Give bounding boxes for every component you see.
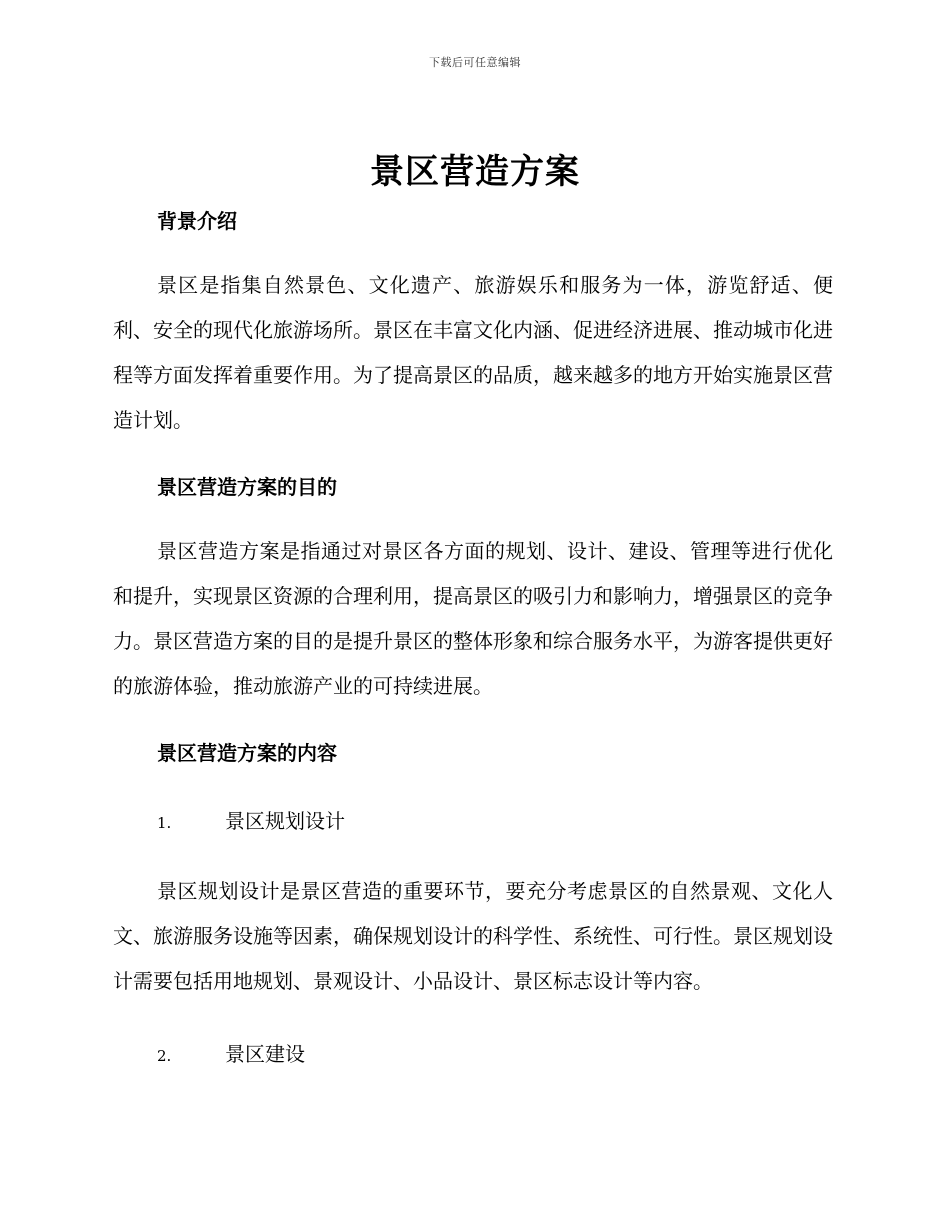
list-item-title: 景区建设 [225,1042,305,1066]
document-title: 景区营造方案 [370,152,580,192]
list-item-title: 景区规划设计 [225,809,345,833]
paragraph-purpose: 景区营造方案是指通过对景区各方面的规划、设计、建设、管理等进行优化和提升，实现景区资源的合理利用，提高景区的吸引力和影响力，增强景区的竞争力。景区营造方案的目的是提升景区的整体形象和综合服务水平，为游客提供更好的旅游体验，推动旅游产业的可持续进展。 [113,539,833,698]
list-item-planning [157,803,833,841]
section-heading-background: 背景介绍 [157,209,237,233]
section-heading-content: 景区营造方案的内容 [157,741,337,765]
section-heading-purpose: 景区营造方案的目的 [157,475,337,499]
list-item-construction [157,1036,833,1074]
document-body [113,203,833,1074]
paragraph-background: 景区是指集自然景色、文化遗产、旅游娱乐和服务为一体，游览舒适、便利、安全的现代化旅游场所。景区在丰富文化内涵、促进经济进展、推动城市化进程等方面发挥着重要作用。为了提高景区的品质，越来越多的地方开始实施景区营造计划。 [113,273,833,432]
page-header-note: 下载后可任意编辑 [429,56,521,69]
paragraph-planning: 景区规划设计是景区营造的重要环节，要充分考虑景区的自然景观、文化人文、旅游服务设施等因素，确保规划设计的科学性、系统性、可行性。景区规划设计需要包括用地规划、景观设计、小品设计、景区标志设计等内容。 [113,879,833,993]
list-number: 2. [157,1047,172,1065]
list-number: 1. [157,814,172,832]
